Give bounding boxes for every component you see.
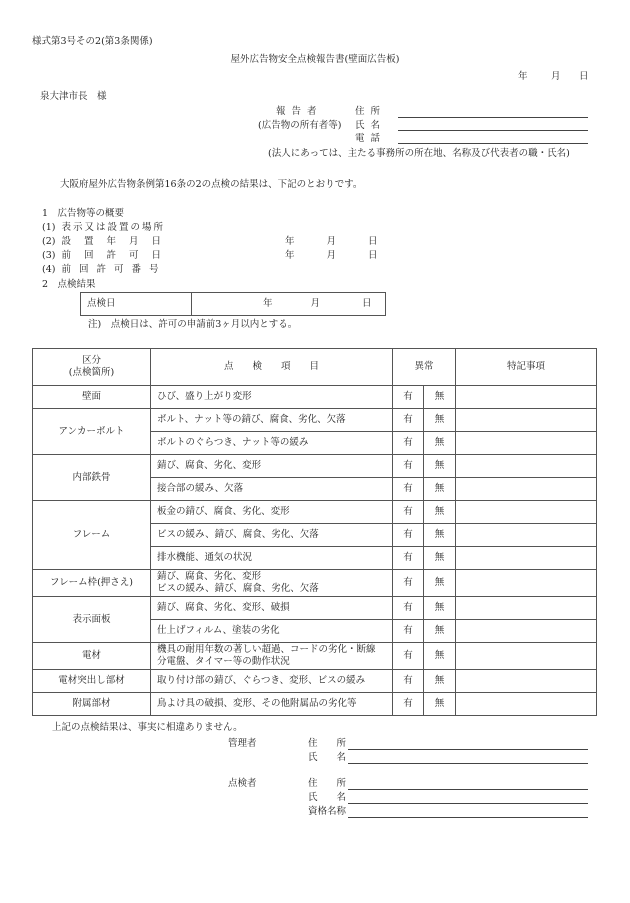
abnormal-no-option[interactable]: 無 (424, 547, 456, 570)
abnormal-yes-option[interactable]: 有 (393, 570, 424, 597)
abnormal-no-option[interactable]: 無 (424, 524, 456, 547)
item-cell: ひび、盛り上がり変形 (151, 386, 393, 409)
year-label: 年 (285, 250, 295, 261)
item-cell: 錆び、腐食、劣化、変形 ビスの緩み、錆び、腐食、劣化、欠落 (151, 570, 393, 597)
item-num: (1) (42, 222, 56, 233)
section1-heading: 1 広告物等の概要 (42, 208, 125, 219)
abnormal-yes-option[interactable]: 有 (393, 455, 424, 478)
header-abnormal: 異常 (393, 349, 456, 386)
abnormal-yes-option[interactable]: 有 (393, 670, 424, 693)
abnormal-no-option[interactable]: 無 (424, 597, 456, 620)
reporter-name-field[interactable] (398, 130, 588, 131)
report-date-day: 日 (579, 71, 589, 82)
year-label: 年 (285, 236, 295, 247)
header-remarks: 特記事項 (456, 349, 597, 386)
item-cell: 錆び、腐食、劣化、変形 (151, 455, 393, 478)
header-item: 点 検 項 目 (151, 349, 393, 386)
address-label: 住所 (355, 106, 387, 117)
category-cell: 電材 (33, 643, 151, 670)
item-cell: ビスの緩み、錆び、腐食、劣化、欠落 (151, 524, 393, 547)
category-cell: 壁面 (33, 386, 151, 409)
table-row (33, 386, 597, 409)
month-label: 月 (326, 250, 337, 261)
abnormal-no-option[interactable]: 無 (424, 670, 456, 693)
remarks-cell[interactable] (456, 547, 597, 570)
reporter-address-field[interactable] (398, 117, 588, 118)
category-cell: アンカーボルト (33, 409, 151, 455)
category-cell: フレーム (33, 501, 151, 570)
year-label: 年 (263, 298, 273, 309)
abnormal-yes-option[interactable]: 有 (393, 693, 424, 716)
item-cell: 排水機能、通気の状況 (151, 547, 393, 570)
report-date-month: 月 (551, 71, 561, 82)
abnormal-yes-option[interactable]: 有 (393, 547, 424, 570)
report-date-year: 年 (518, 71, 528, 82)
abnormal-yes-option[interactable]: 有 (393, 478, 424, 501)
category-cell: 附属部材 (33, 693, 151, 716)
item-label: 前回許可番号 (61, 264, 167, 275)
header-category: 区分 (点検箇所) (33, 349, 151, 386)
reporter-note: (法人にあっては、主たる事務所の所在地、名称及び代表者の職・氏名) (268, 148, 570, 159)
declaration: 上記の点検結果は、事実に相違ありません。 (52, 722, 243, 733)
abnormal-no-option[interactable]: 無 (424, 693, 456, 716)
item-label: 前回許可日 (61, 250, 175, 261)
manager-address-field[interactable] (348, 749, 588, 750)
item-cell: 鳥よけ具の破損、変形、その他附属品の劣化等 (151, 693, 393, 716)
item-cell: 取り付け部の錆び、ぐらつき、変形、ビスの緩み (151, 670, 393, 693)
item-label: 表示又は設置の場所 (61, 222, 166, 233)
reporter-label: 報告者 (276, 106, 323, 117)
inspection-date-note: 注) 点検日は、許可の申請前3ヶ月以内とする。 (88, 319, 298, 330)
day-label: 日 (362, 298, 372, 309)
manager-name-field[interactable] (348, 763, 588, 764)
manager-address-label: 住 所 (308, 738, 347, 749)
inspection-date-label: 点検日 (87, 298, 116, 309)
remarks-cell[interactable] (456, 524, 597, 547)
inspection-date-box[interactable] (80, 292, 386, 316)
table-row (33, 501, 597, 524)
abnormal-no-option[interactable]: 無 (424, 409, 456, 432)
abnormal-yes-option[interactable]: 有 (393, 524, 424, 547)
day-label: 日 (368, 236, 378, 247)
reporter-sublabel: (広告物の所有者等) (258, 120, 342, 131)
item-cell: 板金の錆び、腐食、劣化、変形 (151, 501, 393, 524)
item-num: (3) (42, 250, 56, 261)
item-cell: 機具の耐用年数の著しい超過、コードの劣化・断線 分電盤、タイマー等の動作状況 (151, 643, 393, 670)
addressee: 泉大津市長 様 (40, 91, 107, 102)
section2-heading: 2 点検結果 (42, 279, 96, 290)
remarks-cell[interactable] (456, 455, 597, 478)
table-row (33, 693, 597, 716)
reporter-phone-field[interactable] (398, 143, 588, 144)
abnormal-yes-option[interactable]: 有 (393, 409, 424, 432)
inspector-label: 点検者 (228, 778, 257, 789)
item-cell: ボルト、ナット等の錆び、腐食、劣化、欠落 (151, 409, 393, 432)
remarks-cell[interactable] (456, 670, 597, 693)
phone-label: 電話 (355, 133, 387, 144)
remarks-cell[interactable] (456, 501, 597, 524)
remarks-cell[interactable] (456, 570, 597, 597)
table-row (33, 409, 597, 432)
day-label: 日 (368, 250, 378, 261)
remarks-cell[interactable] (456, 620, 597, 643)
item-cell: 仕上げフィルム、塗装の劣化 (151, 620, 393, 643)
abnormal-no-option[interactable]: 無 (424, 570, 456, 597)
abnormal-no-option[interactable]: 無 (424, 455, 456, 478)
abnormal-yes-option[interactable]: 有 (393, 501, 424, 524)
item-num: (2) (42, 236, 56, 247)
manager-label: 管理者 (228, 738, 257, 749)
abnormal-no-option[interactable]: 無 (424, 386, 456, 409)
table-row (33, 570, 597, 597)
inspector-name-field[interactable] (348, 803, 588, 804)
abnormal-yes-option[interactable]: 有 (393, 432, 424, 455)
remarks-cell[interactable] (456, 597, 597, 620)
table-row (33, 643, 597, 670)
name-label: 氏名 (355, 120, 387, 131)
abnormal-yes-option[interactable]: 有 (393, 620, 424, 643)
form-id: 様式第3号その2(第3条関係) (32, 36, 153, 47)
inspector-qualification-field[interactable] (348, 817, 588, 818)
category-cell: 電材突出し部材 (33, 670, 151, 693)
item-cell: ボルトのぐらつき、ナット等の緩み (151, 432, 393, 455)
table-row (33, 670, 597, 693)
item-cell: 接合部の緩み、欠落 (151, 478, 393, 501)
inspection-table (32, 348, 597, 716)
abnormal-yes-option[interactable]: 有 (393, 386, 424, 409)
abnormal-no-option[interactable]: 無 (424, 432, 456, 455)
abnormal-no-option[interactable]: 無 (424, 478, 456, 501)
month-label: 月 (310, 298, 321, 309)
item-num: (4) (42, 264, 56, 275)
remarks-cell[interactable] (456, 432, 597, 455)
inspector-qualification-label: 資格名称 (308, 806, 347, 817)
category-cell: フレーム枠(押さえ) (33, 570, 151, 597)
inspector-address-field[interactable] (348, 789, 588, 790)
intro-text: 大阪府屋外広告物条例第16条の2の点検の結果は、下記のとおりです。 (60, 179, 363, 190)
month-label: 月 (326, 236, 337, 247)
category-cell: 表示面板 (33, 597, 151, 643)
page-title: 屋外広告物安全点検報告書(壁面広告板) (230, 54, 400, 65)
remarks-cell[interactable] (456, 693, 597, 716)
abnormal-no-option[interactable]: 無 (424, 501, 456, 524)
abnormal-no-option[interactable]: 無 (424, 643, 456, 670)
remarks-cell[interactable] (456, 409, 597, 432)
remarks-cell[interactable] (456, 386, 597, 409)
item-cell: 錆び、腐食、劣化、変形、破損 (151, 597, 393, 620)
abnormal-no-option[interactable]: 無 (424, 620, 456, 643)
inspector-name-label: 氏 名 (308, 792, 347, 803)
remarks-cell[interactable] (456, 643, 597, 670)
manager-name-label: 氏 名 (308, 752, 347, 763)
remarks-cell[interactable] (456, 478, 597, 501)
table-row (33, 597, 597, 620)
table-row (33, 455, 597, 478)
inspector-address-label: 住 所 (308, 778, 347, 789)
abnormal-yes-option[interactable]: 有 (393, 597, 424, 620)
abnormal-yes-option[interactable]: 有 (393, 643, 424, 670)
item-label: 設置年月日 (61, 236, 175, 247)
category-cell: 内部鉄骨 (33, 455, 151, 501)
